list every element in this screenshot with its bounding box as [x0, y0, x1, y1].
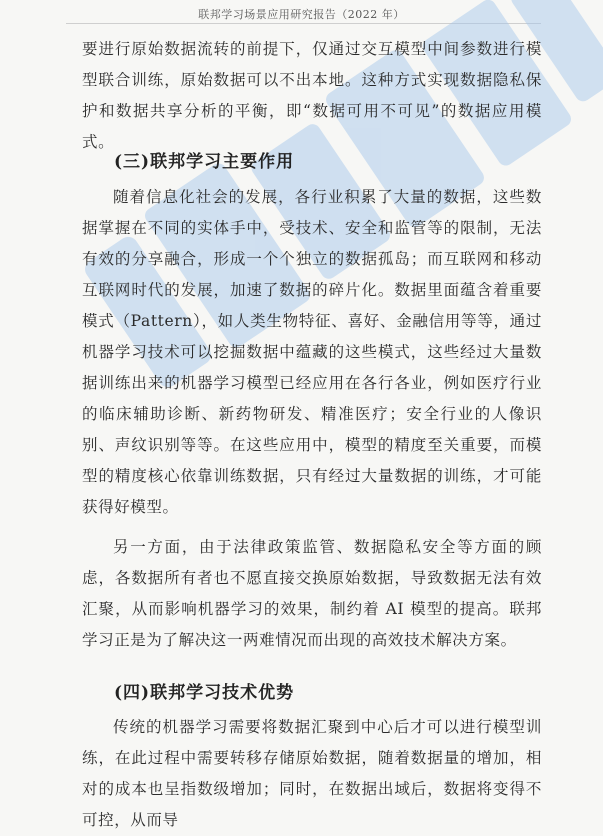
section-heading-3: (三)联邦学习主要作用 [114, 152, 295, 172]
paragraph-continued: 要进行原始数据流转的前提下，仅通过交互模型中间参数进行模型联合训练，原始数据可以不出本地。这种方式实现数据隐私保护和数据共享分析的平衡，即“数据可用不可见”的数据应用模式。 [82, 40, 542, 151]
header-rule [66, 23, 541, 24]
paragraph: 传统的机器学习需要将数据汇聚到中心后才可以进行模型训练，在此过程中需要转移存储原始数据，随着数据量的增加，相对的成本也呈指数级增加；同时，在数据出域后，数据将变得不可控，从而导 [82, 718, 542, 829]
running-header: 联邦学习场景应用研究报告（2022 年） [198, 8, 405, 21]
section-heading-4: (四)联邦学习技术优势 [114, 683, 295, 703]
paragraph: 随着信息化社会的发展，各行业积累了大量的数据，这些数据掌握在不同的实体手中，受技术、安全和监管等的限制，无法有效的分享融合，形成一个个独立的数据孤岛；而互联网和移动互联网时代的发展，加速了数据的碎片化。数据里面蕴含着重要模式（Pattern），如人类生物特征、喜好、金融信用等等，通过机器学习技术可以挖掘数据中蕴藏的这些模式，这些经过大量数据训练出来的机器学习模型已经应用在各行各业，例如医疗行业的临床辅助诊断、新药物研发、精准医疗；安全行业的人像识别、声纹识别等等。在这些应用中，模型的精度至关重要，而模型的精度核心依靠训练数据，只有经过大量数据的训练，才可能获得好模型。 [82, 188, 542, 516]
paragraph: 另一方面，由于法律政策监管、数据隐私安全等方面的顾虑，各数据所有者也不愿直接交换原始数据，导致数据无法有效汇聚，从而影响机器学习的效果，制约着 AI 模型的提高。联邦学习正是为了解决这一两难情况而出现的高效技术解决方案。 [82, 538, 542, 649]
